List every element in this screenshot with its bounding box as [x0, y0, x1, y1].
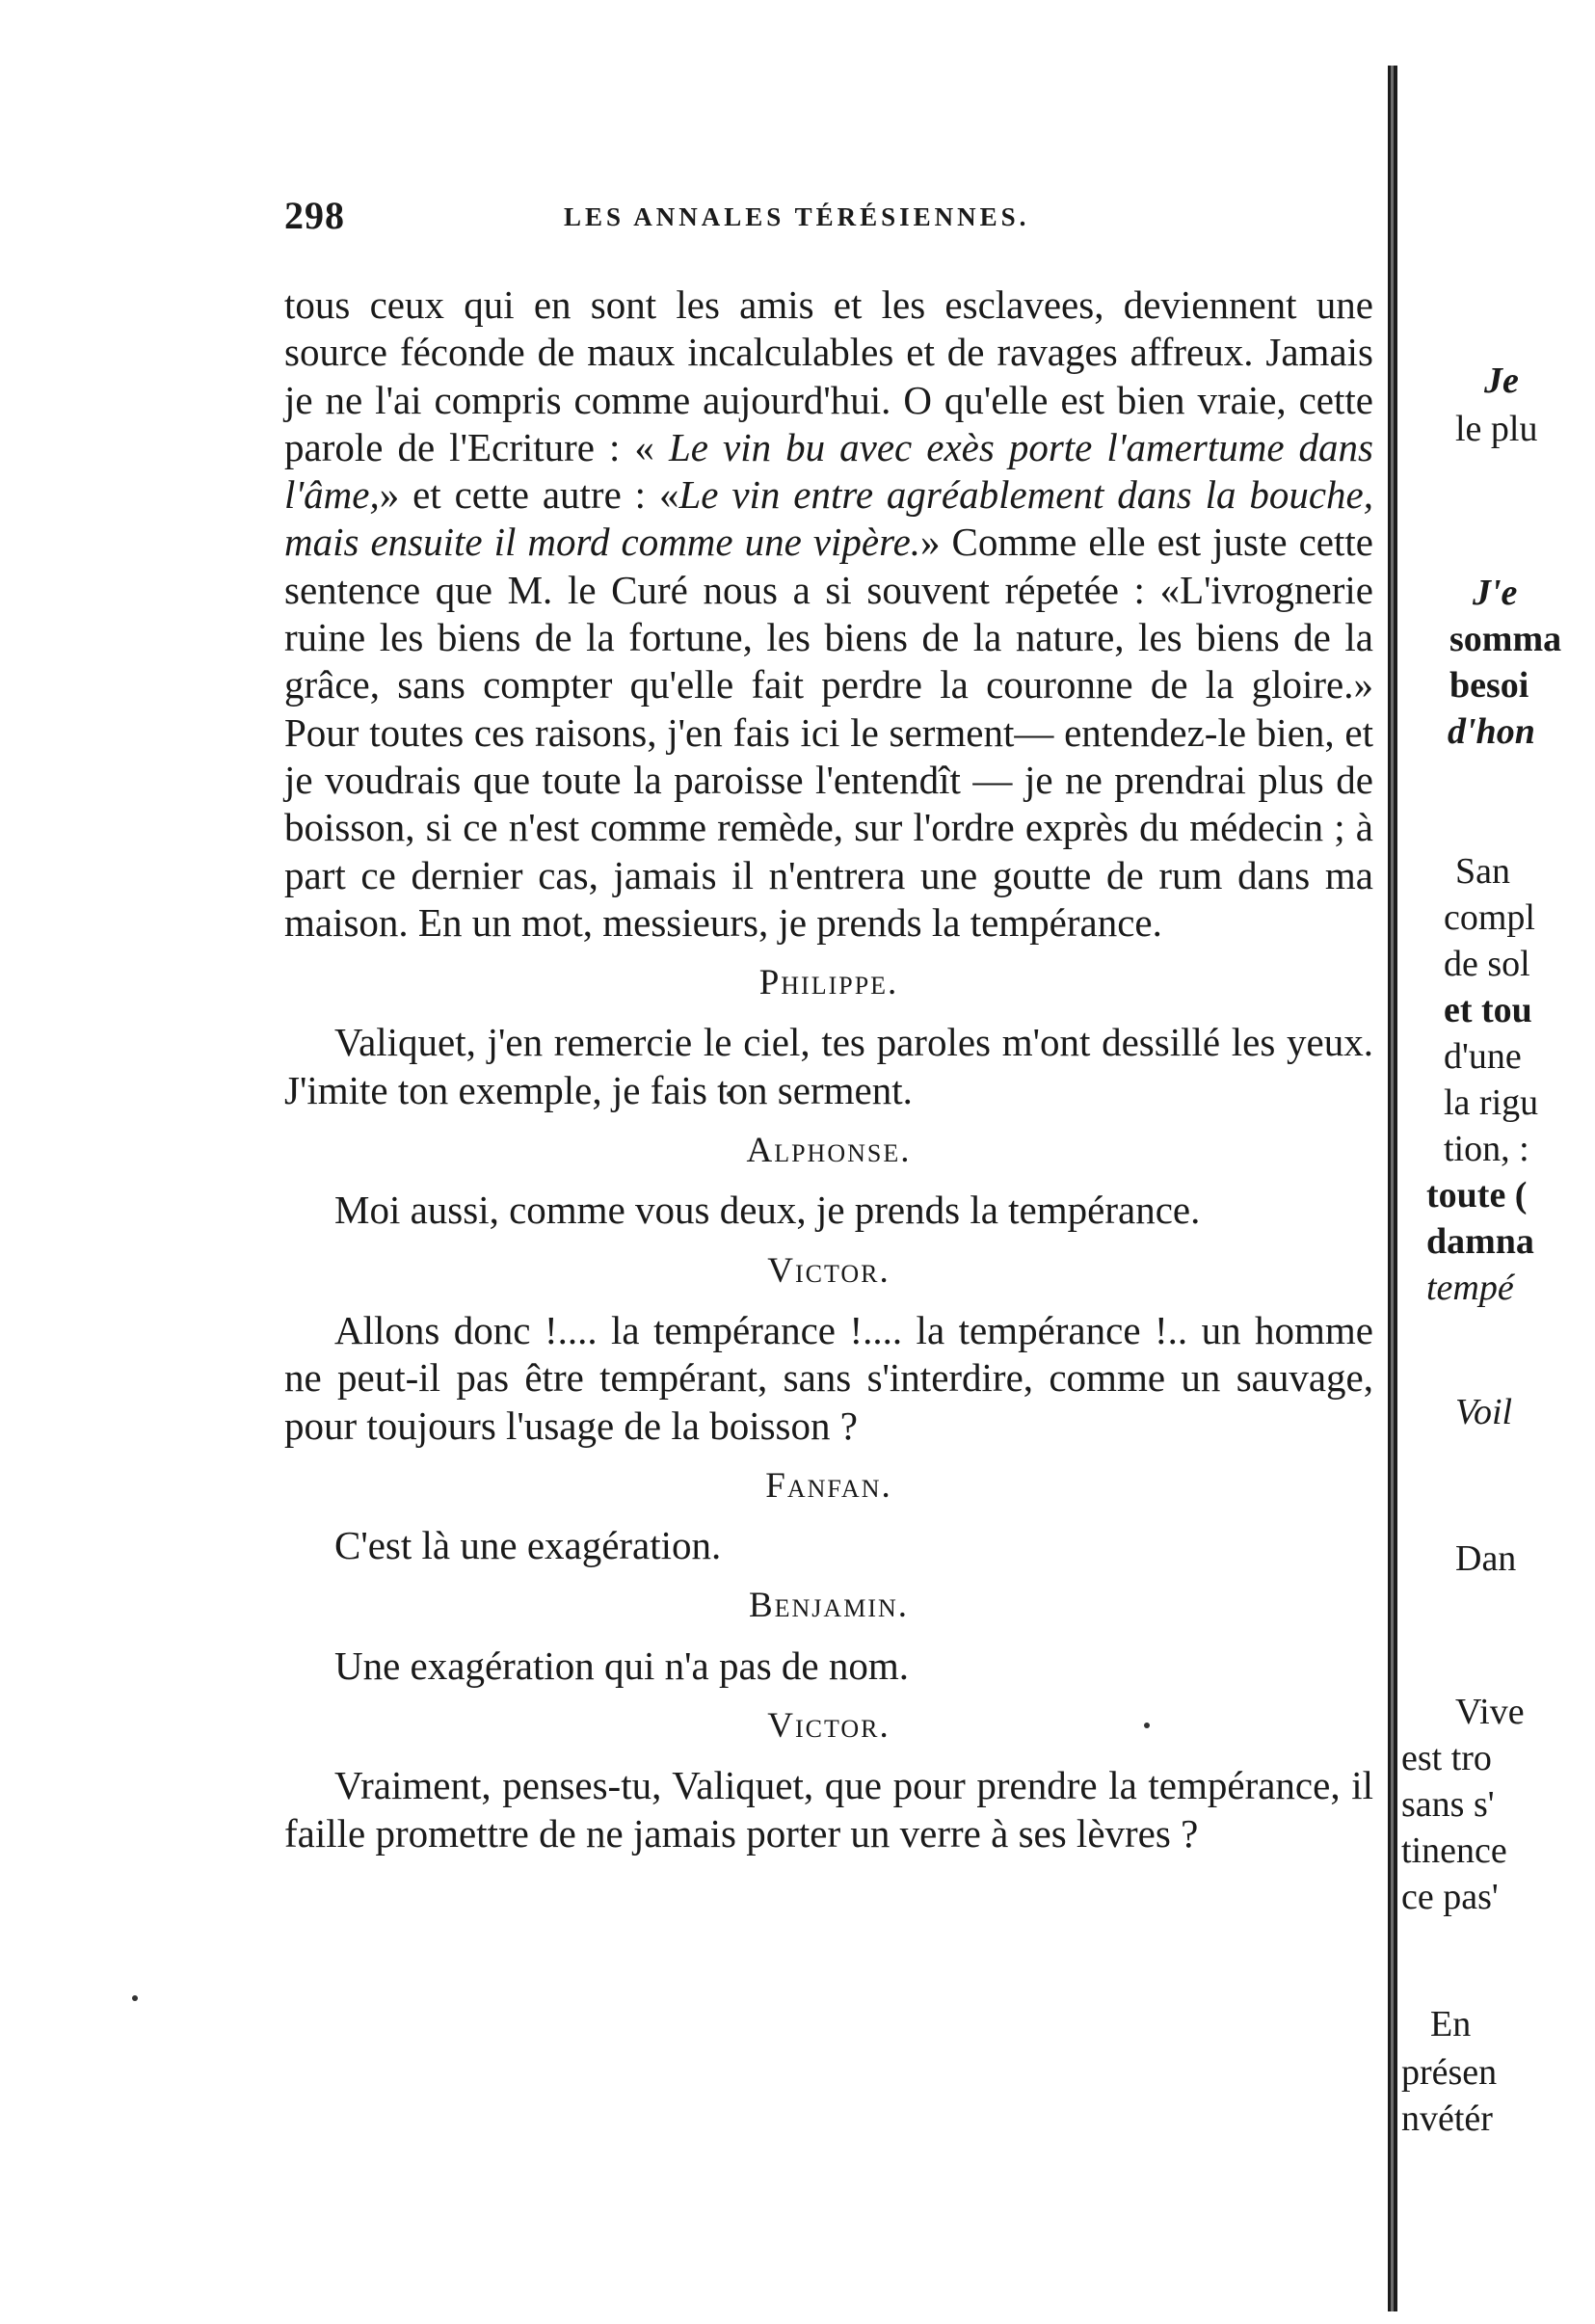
adjacent-page-text: tinence — [1401, 1830, 1507, 1871]
adjacent-page-text: damna — [1426, 1221, 1534, 1262]
adjacent-page-text: de sol — [1444, 944, 1530, 984]
adjacent-page-text: Je — [1484, 361, 1519, 401]
page-number: 298 — [284, 194, 345, 237]
adjacent-page-text: Dan — [1455, 1538, 1517, 1579]
dialogue-line: Allons donc !.... la tempérance !.... la tempérance !.. un homme ne peut-il pas être tempérant, sans s'interdire, comme un sauvage, pour toujours l'usage de la boisson ? — [284, 1307, 1373, 1448]
dialogue-line: Une exagération qui n'a pas de nom. — [334, 1643, 910, 1688]
adjacent-page-text: San — [1455, 851, 1510, 892]
adjacent-page-text: présen — [1401, 2052, 1498, 2093]
adjacent-page-text: d'une — [1444, 1036, 1522, 1077]
adjacent-page-text: est tro — [1401, 1738, 1492, 1778]
adjacent-page-text: tion, : — [1444, 1129, 1529, 1169]
scripture-quote: Le vin bu avec exès porte l'amertume dans l'âme, — [284, 424, 1373, 518]
adjacent-page-text: compl — [1444, 897, 1535, 938]
paragraph-text: » et cette autre : « — [379, 472, 679, 518]
adjacent-page-text: Voil — [1455, 1392, 1513, 1432]
adjacent-page-text: En — [1430, 2004, 1472, 2044]
adjacent-page-text: besoi — [1449, 665, 1529, 706]
dialogue-line: Vraiment, penses-tu, Valiquet, que pour prendre la tempérance, il faille promettre de ne jamais porter un verre à ses lèvres ? — [284, 1763, 1373, 1856]
adjacent-page-text: tempé — [1426, 1268, 1514, 1308]
paragraph-text: » Comme elle est juste cette sentence que M. le Curé nous a si souvent répetée : «L'ivrognerie ruine les biens de la fortune, les biens de la nature, les biens de la grâce, sans compter qu'elle fait perdre la couronne de la gloire.» Pour toutes ces raisons, j'en fais ici le serment— entendez-le bien, et je voudrais que toute la paroisse l'entendît — je ne prendrai plus de boisson, si ce n'est comme remède, sur l'ordre exprès du médecin ; à part ce dernier cas, jamais il n'entrera une goutte de rum dans ma maison. En un mot, messieurs, je prends la tempérance. — [284, 520, 1373, 945]
dialogue-line: C'est là une exagération. — [334, 1523, 722, 1568]
spine-highlight — [1391, 66, 1394, 2311]
paragraph-text: tous ceux qui en sont les amis et les esclavees, deviennent une source féconde de maux incalculables et de ravages affreux. Jamais je ne l'ai compris comme aujourd'hui. O qu'elle est bien vraie, cette parole de l'Ecriture : « — [284, 282, 1373, 469]
adjacent-page-text: et tou — [1444, 990, 1532, 1030]
adjacent-page-text: toute ( — [1426, 1175, 1528, 1215]
speaker-name: Alphonse. — [746, 1131, 912, 1171]
opening-paragraph — [284, 281, 1373, 947]
adjacent-page-text: le plu — [1455, 409, 1538, 449]
adjacent-page-text: ce pas' — [1401, 1877, 1499, 1917]
adjacent-page-text: J'e — [1473, 573, 1518, 613]
adjacent-page-text: nvétér — [1401, 2098, 1493, 2139]
speaker-name: Victor. — [767, 1250, 891, 1291]
scan-speck — [132, 1995, 138, 2001]
dialogue-line: Valiquet, j'en remercie le ciel, tes paroles m'ont dessillé les yeux. J'imite ton exemple, je fais ton serment. — [284, 1020, 1373, 1112]
speaker-name: Philippe. — [758, 963, 899, 1003]
speaker-name: Fanfan. — [765, 1465, 892, 1506]
adjacent-page-text: sans s' — [1401, 1784, 1495, 1825]
scripture-quote: Le vin entre agréablement dans la bouche, mais ensuite il mord comme une vipère. — [284, 472, 1374, 565]
adjacent-page-fragment — [1397, 0, 1595, 2324]
running-title: LES ANNALES TÉRÉSIENNES. — [564, 202, 1030, 231]
dialogue-line: Moi aussi, comme vous deux, je prends la tempérance. — [334, 1188, 1201, 1233]
adjacent-page-text: d'hon — [1448, 711, 1535, 752]
page-header — [284, 193, 1373, 241]
speaker-name: Benjamin. — [748, 1586, 910, 1626]
speaker-name: Victor. — [767, 1706, 891, 1747]
adjacent-page-text: somma — [1449, 619, 1562, 659]
adjacent-page-text: la rigu — [1444, 1082, 1539, 1123]
page-body — [284, 281, 1373, 1857]
adjacent-page-text: Vive — [1455, 1692, 1525, 1732]
